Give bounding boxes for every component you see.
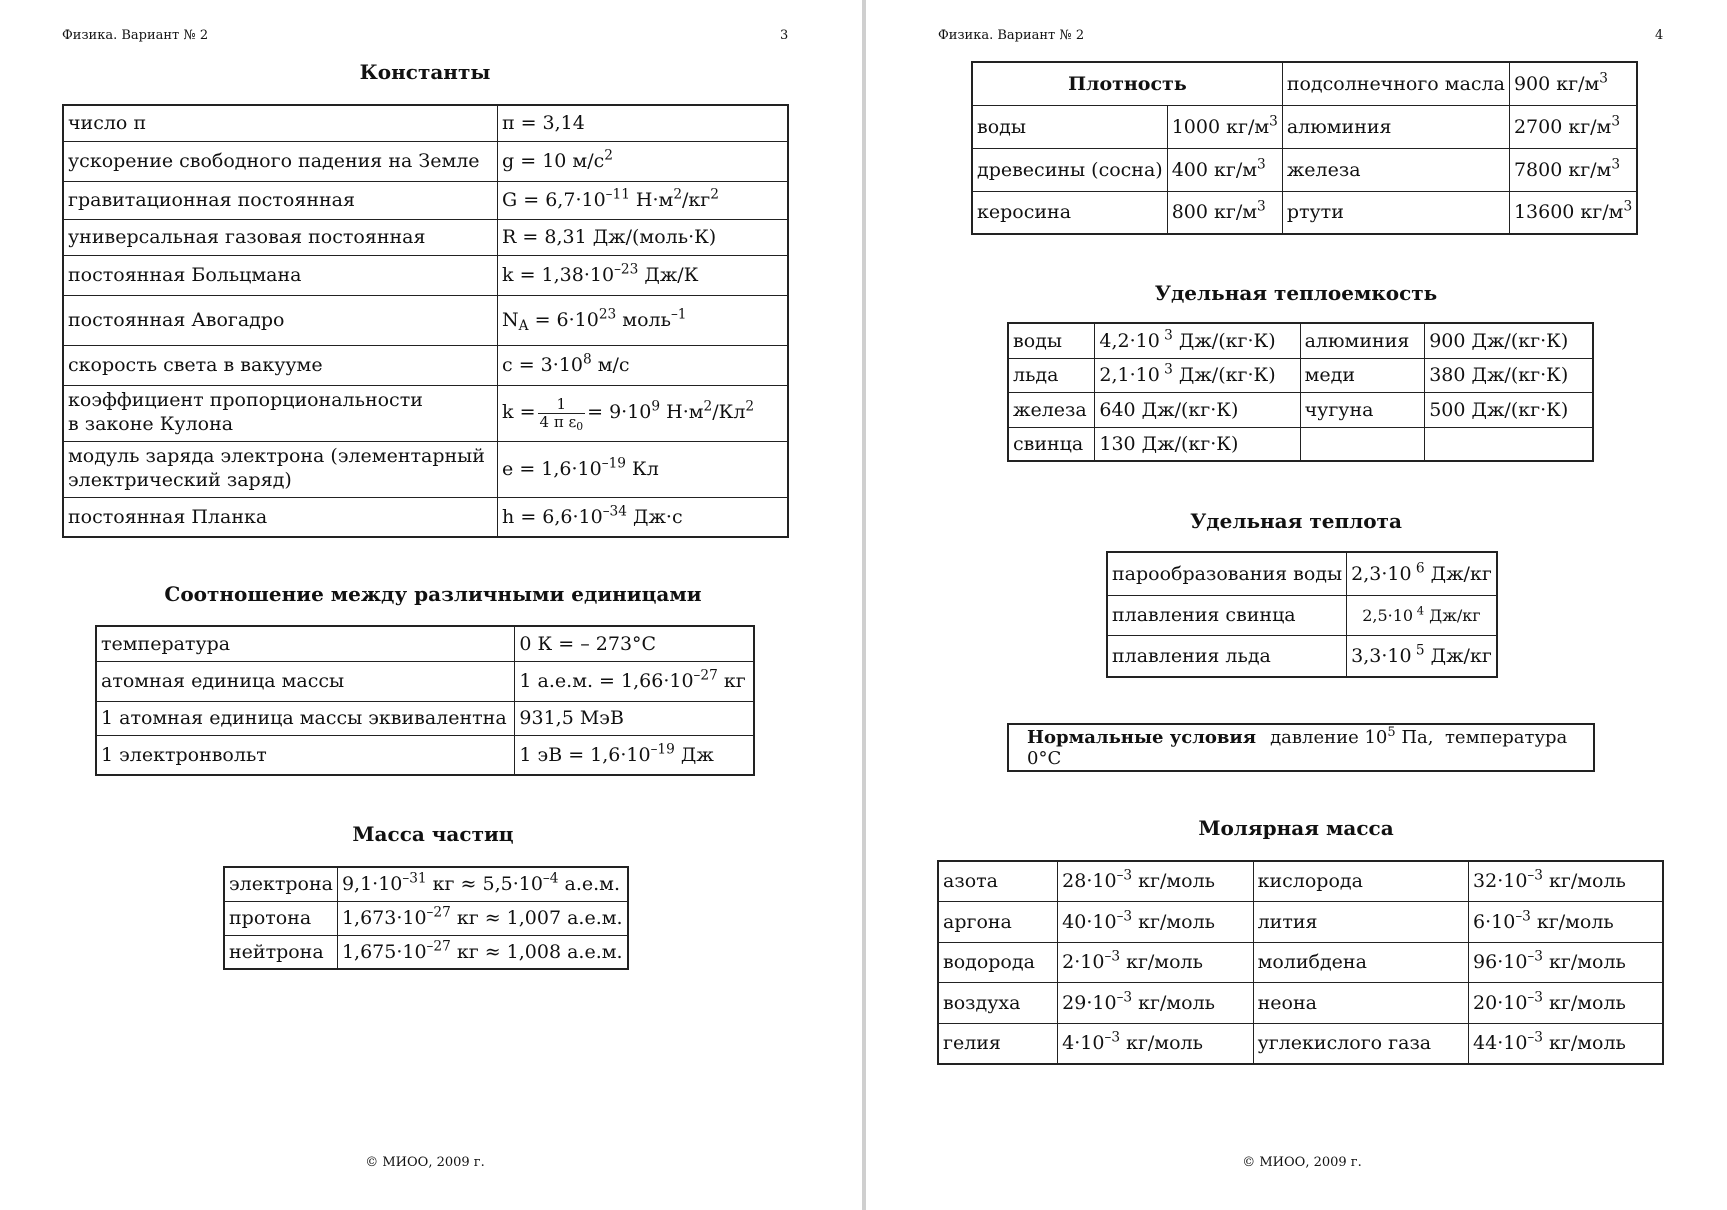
constant-value: $k = 1,38\cdot 10^{-23}$ Дж/К (498, 255, 788, 295)
unit-name: атомная единица массы (96, 661, 515, 701)
units-title: Соотношение между различными единицами (164, 582, 702, 606)
table-row (938, 901, 1663, 942)
particle-name: нейтрона (224, 935, 337, 969)
constant-value: $N_A = 6\cdot 10^{23}$ моль$^{-1}$ (498, 295, 788, 345)
sh-value: 2,3·10 $^6$ Дж/кг (1347, 552, 1497, 595)
density-substance: ртути (1282, 191, 1509, 234)
page-header: Физика. Вариант № 2 (938, 28, 1085, 43)
page-number: 3 (780, 28, 789, 43)
right-page (866, 0, 1727, 1210)
constant-name: число π (63, 105, 498, 141)
hc-substance: алюминия (1300, 323, 1425, 358)
hc-substance: меди (1300, 358, 1425, 392)
mm-substance: углекислого газа (1253, 1023, 1468, 1064)
density-title: Плотность (972, 62, 1282, 105)
table-row (1008, 323, 1593, 358)
density-value: 800 $кг/м^3$ (1167, 191, 1282, 234)
table-row (972, 191, 1637, 234)
mm-substance: неона (1253, 982, 1468, 1023)
hc-substance: льда (1008, 358, 1095, 392)
hc-value: 500 Дж/(кг·К) (1425, 392, 1593, 427)
constant-value: $G = 6,7\cdot 10^{-11}$ $Н\cdot м^2/кг^2$ (498, 181, 788, 219)
mm-substance: лития (1253, 901, 1468, 942)
mm-substance: гелия (938, 1023, 1058, 1064)
hc-value: 2,1·10 $^3$ Дж/(кг·К) (1095, 358, 1300, 392)
mm-substance: азота (938, 861, 1058, 901)
table-row (63, 141, 788, 181)
density-value: 900 $кг/м^3$ (1509, 62, 1637, 105)
particles-table (223, 866, 629, 970)
constant-name: модуль заряда электрона (элементарный электрический заряд) (63, 441, 498, 497)
constant-value: $с = 3\cdot 10^8$ м/с (498, 345, 788, 385)
constant-value: $e = 1,6\cdot 10^{-19}$ Кл (498, 441, 788, 497)
table-row (96, 701, 754, 735)
mm-value: $29\cdot 10^{-3}$ кг/моль (1058, 982, 1253, 1023)
unit-name: 1 атомная единица массы эквивалентна (96, 701, 515, 735)
table-row (63, 219, 788, 255)
density-value: 13600 $кг/м^3$ (1509, 191, 1637, 234)
unit-value: 0 К = – 273°С (515, 626, 754, 661)
unit-name: температура (96, 626, 515, 661)
specific-heat-title: Удельная теплота (1190, 509, 1402, 533)
table-row (938, 942, 1663, 982)
table-row (96, 735, 754, 775)
constant-value: R = 8,31 Дж/(моль·К) (498, 219, 788, 255)
particle-name: протона (224, 901, 337, 935)
units-table (95, 625, 755, 776)
table-row (938, 861, 1663, 901)
constant-name: универсальная газовая постоянная (63, 219, 498, 255)
table-row (63, 441, 788, 497)
unit-value: 931,5 МэВ (515, 701, 754, 735)
constant-value: π = 3,14 (498, 105, 788, 141)
unit-name: 1 электронвольт (96, 735, 515, 775)
mm-value: $6\cdot 10^{-3}$ кг/моль (1469, 901, 1663, 942)
table-row (63, 295, 788, 345)
table-row (1107, 595, 1497, 635)
hc-substance: железа (1008, 392, 1095, 427)
normal-conditions-label: Нормальные условия (1027, 726, 1257, 748)
table-row (224, 867, 628, 901)
constant-value: $h = 6,6\cdot 10^{-34}$ Дж·с (498, 497, 788, 537)
molar-mass-title: Молярная масса (1198, 816, 1394, 840)
hc-substance: воды (1008, 323, 1095, 358)
sh-process: плавления льда (1107, 635, 1347, 677)
page-footer: © МИОО, 2009 г. (1242, 1155, 1362, 1170)
constant-name: гравитационная постоянная (63, 181, 498, 219)
unit-value: 1 эВ = $1,6\cdot 10^{-19}$ Дж (515, 735, 754, 775)
constant-value: g = 10 $м/с^2$ (498, 141, 788, 181)
table-row (938, 982, 1663, 1023)
table-row (972, 148, 1637, 191)
constants-title: Константы (359, 60, 491, 84)
coulomb-fraction: $\frac{1}{4 \pi \varepsilon_0}$ (539, 395, 584, 433)
molar-mass-table (937, 860, 1664, 1065)
constant-name: ускорение свободного падения на Земле (63, 141, 498, 181)
mm-value: $2\cdot 10^{-3}$ кг/моль (1058, 942, 1253, 982)
mm-substance: молибдена (1253, 942, 1468, 982)
constant-name: постоянная Планка (63, 497, 498, 537)
table-row (938, 1023, 1663, 1064)
table-row (972, 105, 1637, 148)
density-substance: алюминия (1282, 105, 1509, 148)
mm-substance: кислорода (1253, 861, 1468, 901)
normal-conditions-box (1007, 723, 1595, 772)
page-footer: © МИОО, 2009 г. (365, 1155, 485, 1170)
table-row (1008, 427, 1593, 461)
density-value: 1000 $кг/м^3$ (1167, 105, 1282, 148)
table-row (1008, 392, 1593, 427)
hc-value: 380 Дж/(кг·К) (1425, 358, 1593, 392)
table-row (96, 626, 754, 661)
constant-name: коэффициент пропорциональности в законе Кулона (63, 385, 498, 441)
mm-value: $32\cdot 10^{-3}$ кг/моль (1469, 861, 1663, 901)
constant-value: k = $\frac{1}{4 \pi \varepsilon_0}$ = $9\cdot 10^9$ $Н\cdot м^2/Кл^2$ (498, 385, 788, 441)
left-page (0, 0, 862, 1210)
table-row (63, 385, 788, 441)
table-row (63, 181, 788, 219)
page-number: 4 (1655, 28, 1664, 43)
mm-substance: аргона (938, 901, 1058, 942)
table-row (1107, 635, 1497, 677)
hc-value: 4,2·10 $^3$ Дж/(кг·К) (1095, 323, 1300, 358)
constant-name: постоянная Больцмана (63, 255, 498, 295)
mm-substance: воздуха (938, 982, 1058, 1023)
hc-substance (1300, 427, 1425, 461)
table-row (972, 62, 1637, 105)
table-row (63, 255, 788, 295)
density-value: 7800 $кг/м^3$ (1509, 148, 1637, 191)
unit-value: 1 а.е.м. = $1,66\cdot 10^{-27}$ кг (515, 661, 754, 701)
hc-value: 640 Дж/(кг·К) (1095, 392, 1300, 427)
specific-heat-table (1106, 551, 1498, 678)
constant-name: скорость света в вакууме (63, 345, 498, 385)
table-row (63, 497, 788, 537)
mm-value: $20\cdot 10^{-3}$ кг/моль (1469, 982, 1663, 1023)
particles-title: Масса частиц (352, 822, 514, 846)
table-row (96, 661, 754, 701)
constant-name: постоянная Авогадро (63, 295, 498, 345)
density-substance: железа (1282, 148, 1509, 191)
particle-name: электрона (224, 867, 337, 901)
density-value: 2700 $кг/м^3$ (1509, 105, 1637, 148)
sh-value: 3,3·10 $^5$ Дж/кг (1347, 635, 1497, 677)
sh-process: парообразования воды (1107, 552, 1347, 595)
hc-substance: свинца (1008, 427, 1095, 461)
mm-value: $40\cdot 10^{-3}$ кг/моль (1058, 901, 1253, 942)
normal-temperature: температура 0°С (1027, 726, 1568, 769)
table-row (224, 935, 628, 969)
mm-substance: водорода (938, 942, 1058, 982)
table-row (224, 901, 628, 935)
constants-table (62, 104, 789, 538)
table-row (1008, 358, 1593, 392)
hc-value: 130 Дж/(кг·К) (1095, 427, 1300, 461)
mm-value: $28\cdot 10^{-3}$ кг/моль (1058, 861, 1253, 901)
mm-value: $96\cdot 10^{-3}$ кг/моль (1469, 942, 1663, 982)
sh-value: 2,5·10 $^4$ Дж/кг (1347, 595, 1497, 635)
density-substance: воды (972, 105, 1167, 148)
hc-value (1425, 427, 1593, 461)
table-row (63, 105, 788, 141)
table-row (63, 345, 788, 385)
density-table (971, 61, 1638, 235)
normal-pressure: давление $10^5$ Па, (1270, 724, 1434, 748)
density-substance: подсолнечного масла (1282, 62, 1509, 105)
sh-process: плавления свинца (1107, 595, 1347, 635)
page-header: Физика. Вариант № 2 (62, 28, 209, 43)
heat-capacity-title: Удельная теплоемкость (1154, 281, 1438, 305)
hc-value: 900 Дж/(кг·К) (1425, 323, 1593, 358)
table-row (1107, 552, 1497, 595)
hc-substance: чугуна (1300, 392, 1425, 427)
mm-value: $44\cdot 10^{-3}$ кг/моль (1469, 1023, 1663, 1064)
density-value: 400 $кг/м^3$ (1167, 148, 1282, 191)
density-substance: керосина (972, 191, 1167, 234)
particle-mass: $1,675\cdot 10^{-27}$ кг ≈ 1,008 а.е.м. (337, 935, 627, 969)
heat-capacity-table (1007, 322, 1594, 462)
particle-mass: $9,1\cdot 10^{-31}$ кг ≈ $5,5\cdot 10^{-4}$ а.е.м. (337, 867, 627, 901)
density-substance: древесины (сосна) (972, 148, 1167, 191)
particle-mass: $1,673\cdot 10^{-27}$ кг ≈ 1,007 а.е.м. (337, 901, 627, 935)
mm-value: $4\cdot 10^{-3}$ кг/моль (1058, 1023, 1253, 1064)
